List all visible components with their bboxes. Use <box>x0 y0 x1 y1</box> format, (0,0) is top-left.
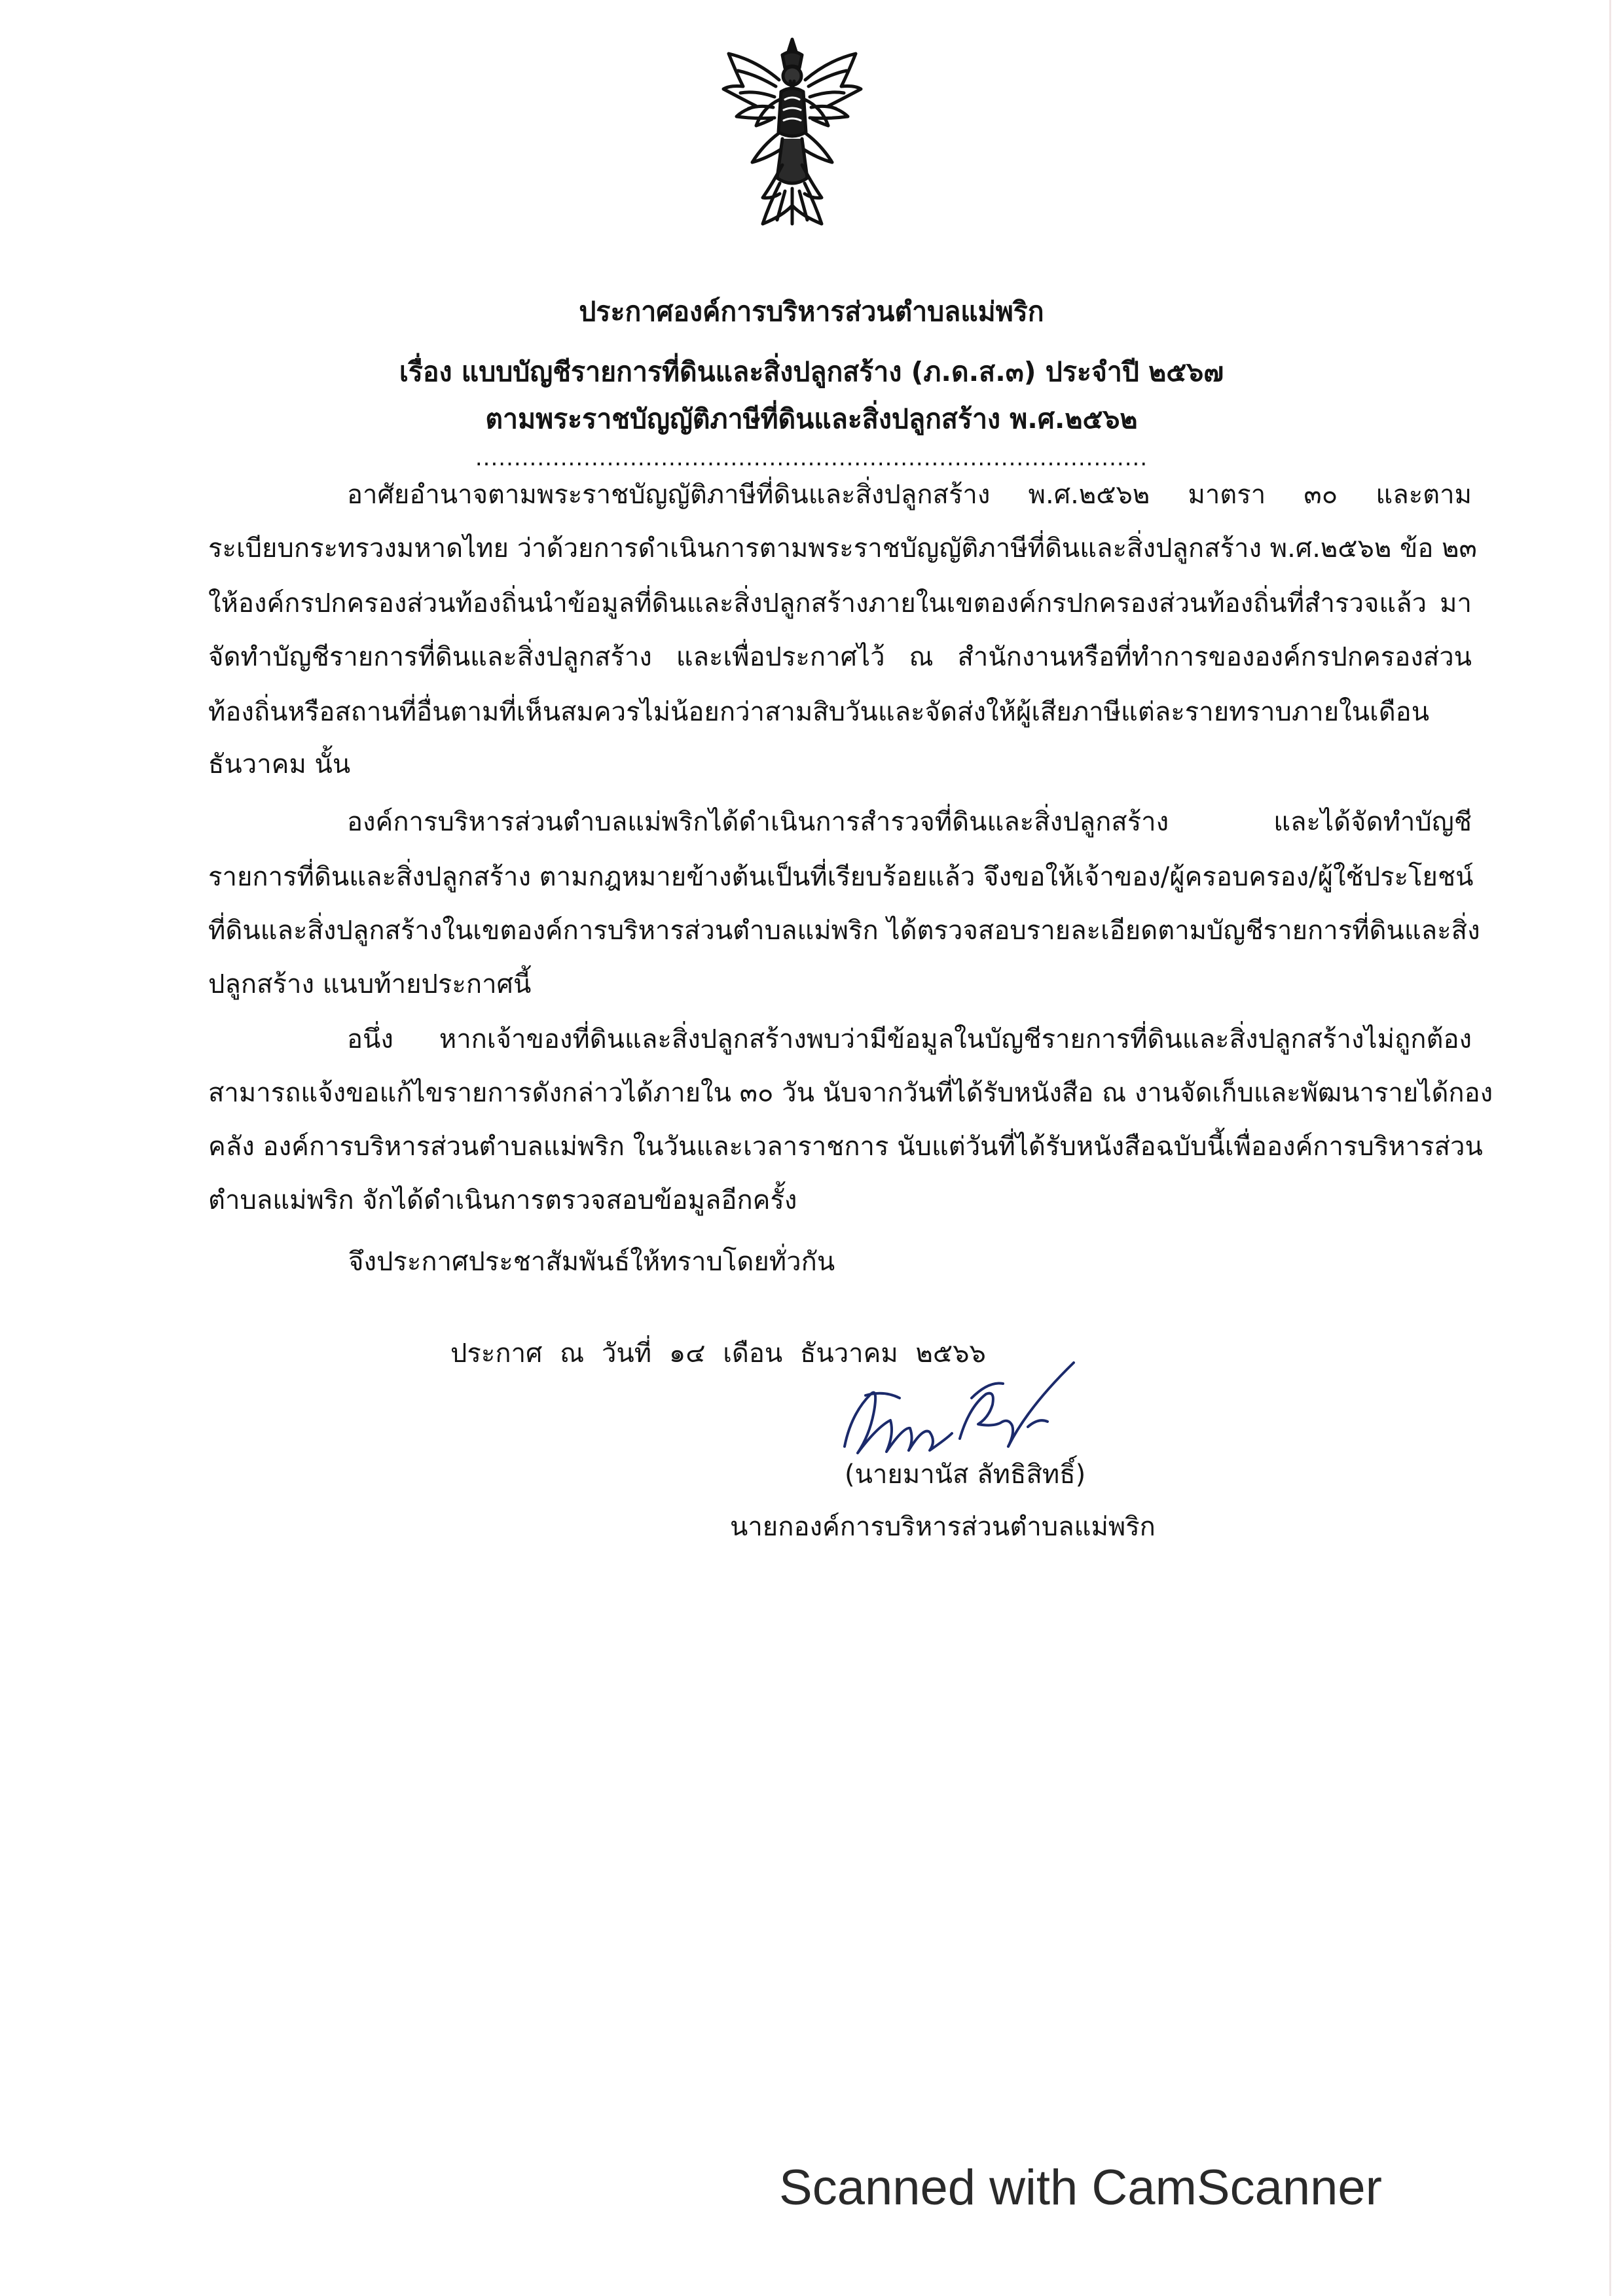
paragraph-2-line: ปลูกสร้าง แนบท้ายประกาศนี้ <box>208 969 532 999</box>
announcement-date: ประกาศ ณ วันที่ ๑๔ เดือน ธันวาคม ๒๕๖๖ <box>450 1338 986 1369</box>
paragraph-1-line: จัดทำบัญชีรายการที่ดินและสิ่งปลูกสร้าง และเพื่อประกาศไว้ ณ สำนักงานหรือที่ทำการขององค์กรปกครองส่วน <box>208 642 1472 672</box>
paragraph-2-line: องค์การบริหารส่วนตำบลแม่พริกได้ดำเนินการสำรวจที่ดินและสิ่งปลูกสร้าง และได้จัดทำบัญชี <box>347 807 1472 837</box>
paragraph-3-line: คลัง องค์การบริหารส่วนตำบลแม่พริก ในวันและเวลาราชการ นับแต่วันที่ได้รับหนังสือฉบับนี้เพื่อองค์การบริหารส่วน <box>208 1132 1483 1162</box>
signer-title: นายกองค์การบริหารส่วนตำบลแม่พริก <box>730 1512 1156 1542</box>
announcement-title: ประกาศองค์การบริหารส่วนตำบลแม่พริก <box>579 296 1044 327</box>
paragraph-3-line: ตำบลแม่พริก จักได้ดำเนินการตรวจสอบข้อมูลอีกครั้ง <box>208 1185 797 1215</box>
paragraph-1-line: อาศัยอำนาจตามพระราชบัญญัติภาษีที่ดินและสิ่งปลูกสร้าง พ.ศ.๒๕๖๒ มาตรา ๓๐ และตาม <box>347 480 1472 510</box>
signer-name: (นายมานัส ลัทธิสิทธิ์) <box>845 1460 1086 1490</box>
closing-statement: จึงประกาศประชาสัมพันธ์ให้ทราบโดยทั่วกัน <box>348 1247 835 1277</box>
paragraph-2-line: ที่ดินและสิ่งปลูกสร้างในเขตองค์การบริหารส่วนตำบลแม่พริก ได้ตรวจสอบรายละเอียดตามบัญชีรายการที่ดินและสิ่ง <box>208 916 1480 946</box>
camscanner-watermark: Scanned with CamScanner <box>779 2160 1382 2215</box>
title-divider: ....................................................................................... <box>475 445 1148 471</box>
announcement-legal-basis: ตามพระราชบัญญัติภาษีที่ดินและสิ่งปลูกสร้าง พ.ศ.๒๕๖๒ <box>485 403 1138 435</box>
paragraph-2-line: รายการที่ดินและสิ่งปลูกสร้าง ตามกฎหมายข้างต้นเป็นที่เรียบร้อยแล้ว จึงขอให้เจ้าของ/ผู้ครอบครอง/ผู้ใช้ประโยชน์ <box>208 862 1474 892</box>
garuda-emblem-icon <box>717 34 867 230</box>
paragraph-1-line: ธันวาคม นั้น <box>208 749 351 780</box>
paragraph-1-line: ท้องถิ่นหรือสถานที่อื่นตามที่เห็นสมควรไม่น้อยกว่าสามสิบวันและจัดส่งให้ผู้เสียภาษีแต่ละรายทราบภายในเดือน <box>208 697 1430 727</box>
paragraph-1-line: ให้องค์กรปกครองส่วนท้องถิ่นนำข้อมูลที่ดินและสิ่งปลูกสร้างภายในเขตองค์กรปกครองส่วนท้องถิ่นที่สำรวจแล้ว มา <box>208 588 1472 619</box>
announcement-subject: เรื่อง แบบบัญชีรายการที่ดินและสิ่งปลูกสร้าง (ภ.ด.ส.๓) ประจำปี ๒๕๖๗ <box>399 356 1224 387</box>
scan-edge <box>1609 0 1611 2296</box>
paragraph-1-line: ระเบียบกระทรวงมหาดไทย ว่าด้วยการดำเนินการตามพระราชบัญญัติภาษีที่ดินและสิ่งปลูกสร้าง พ.ศ.๒๕๖๒ ข้อ ๒๓ <box>208 533 1477 564</box>
paragraph-3-line: อนึ่ง หากเจ้าของที่ดินและสิ่งปลูกสร้างพบว่ามีข้อมูลในบัญชีรายการที่ดินและสิ่งปลูกสร้างไม่ถูกต้อง <box>347 1024 1472 1054</box>
handwritten-signature <box>831 1355 1080 1466</box>
paragraph-3-line: สามารถแจ้งขอแก้ไขรายการดังกล่าวได้ภายใน ๓๐ วัน นับจากวันที่ได้รับหนังสือ ณ งานจัดเก็บและพัฒนารายได้กอง <box>208 1078 1493 1108</box>
